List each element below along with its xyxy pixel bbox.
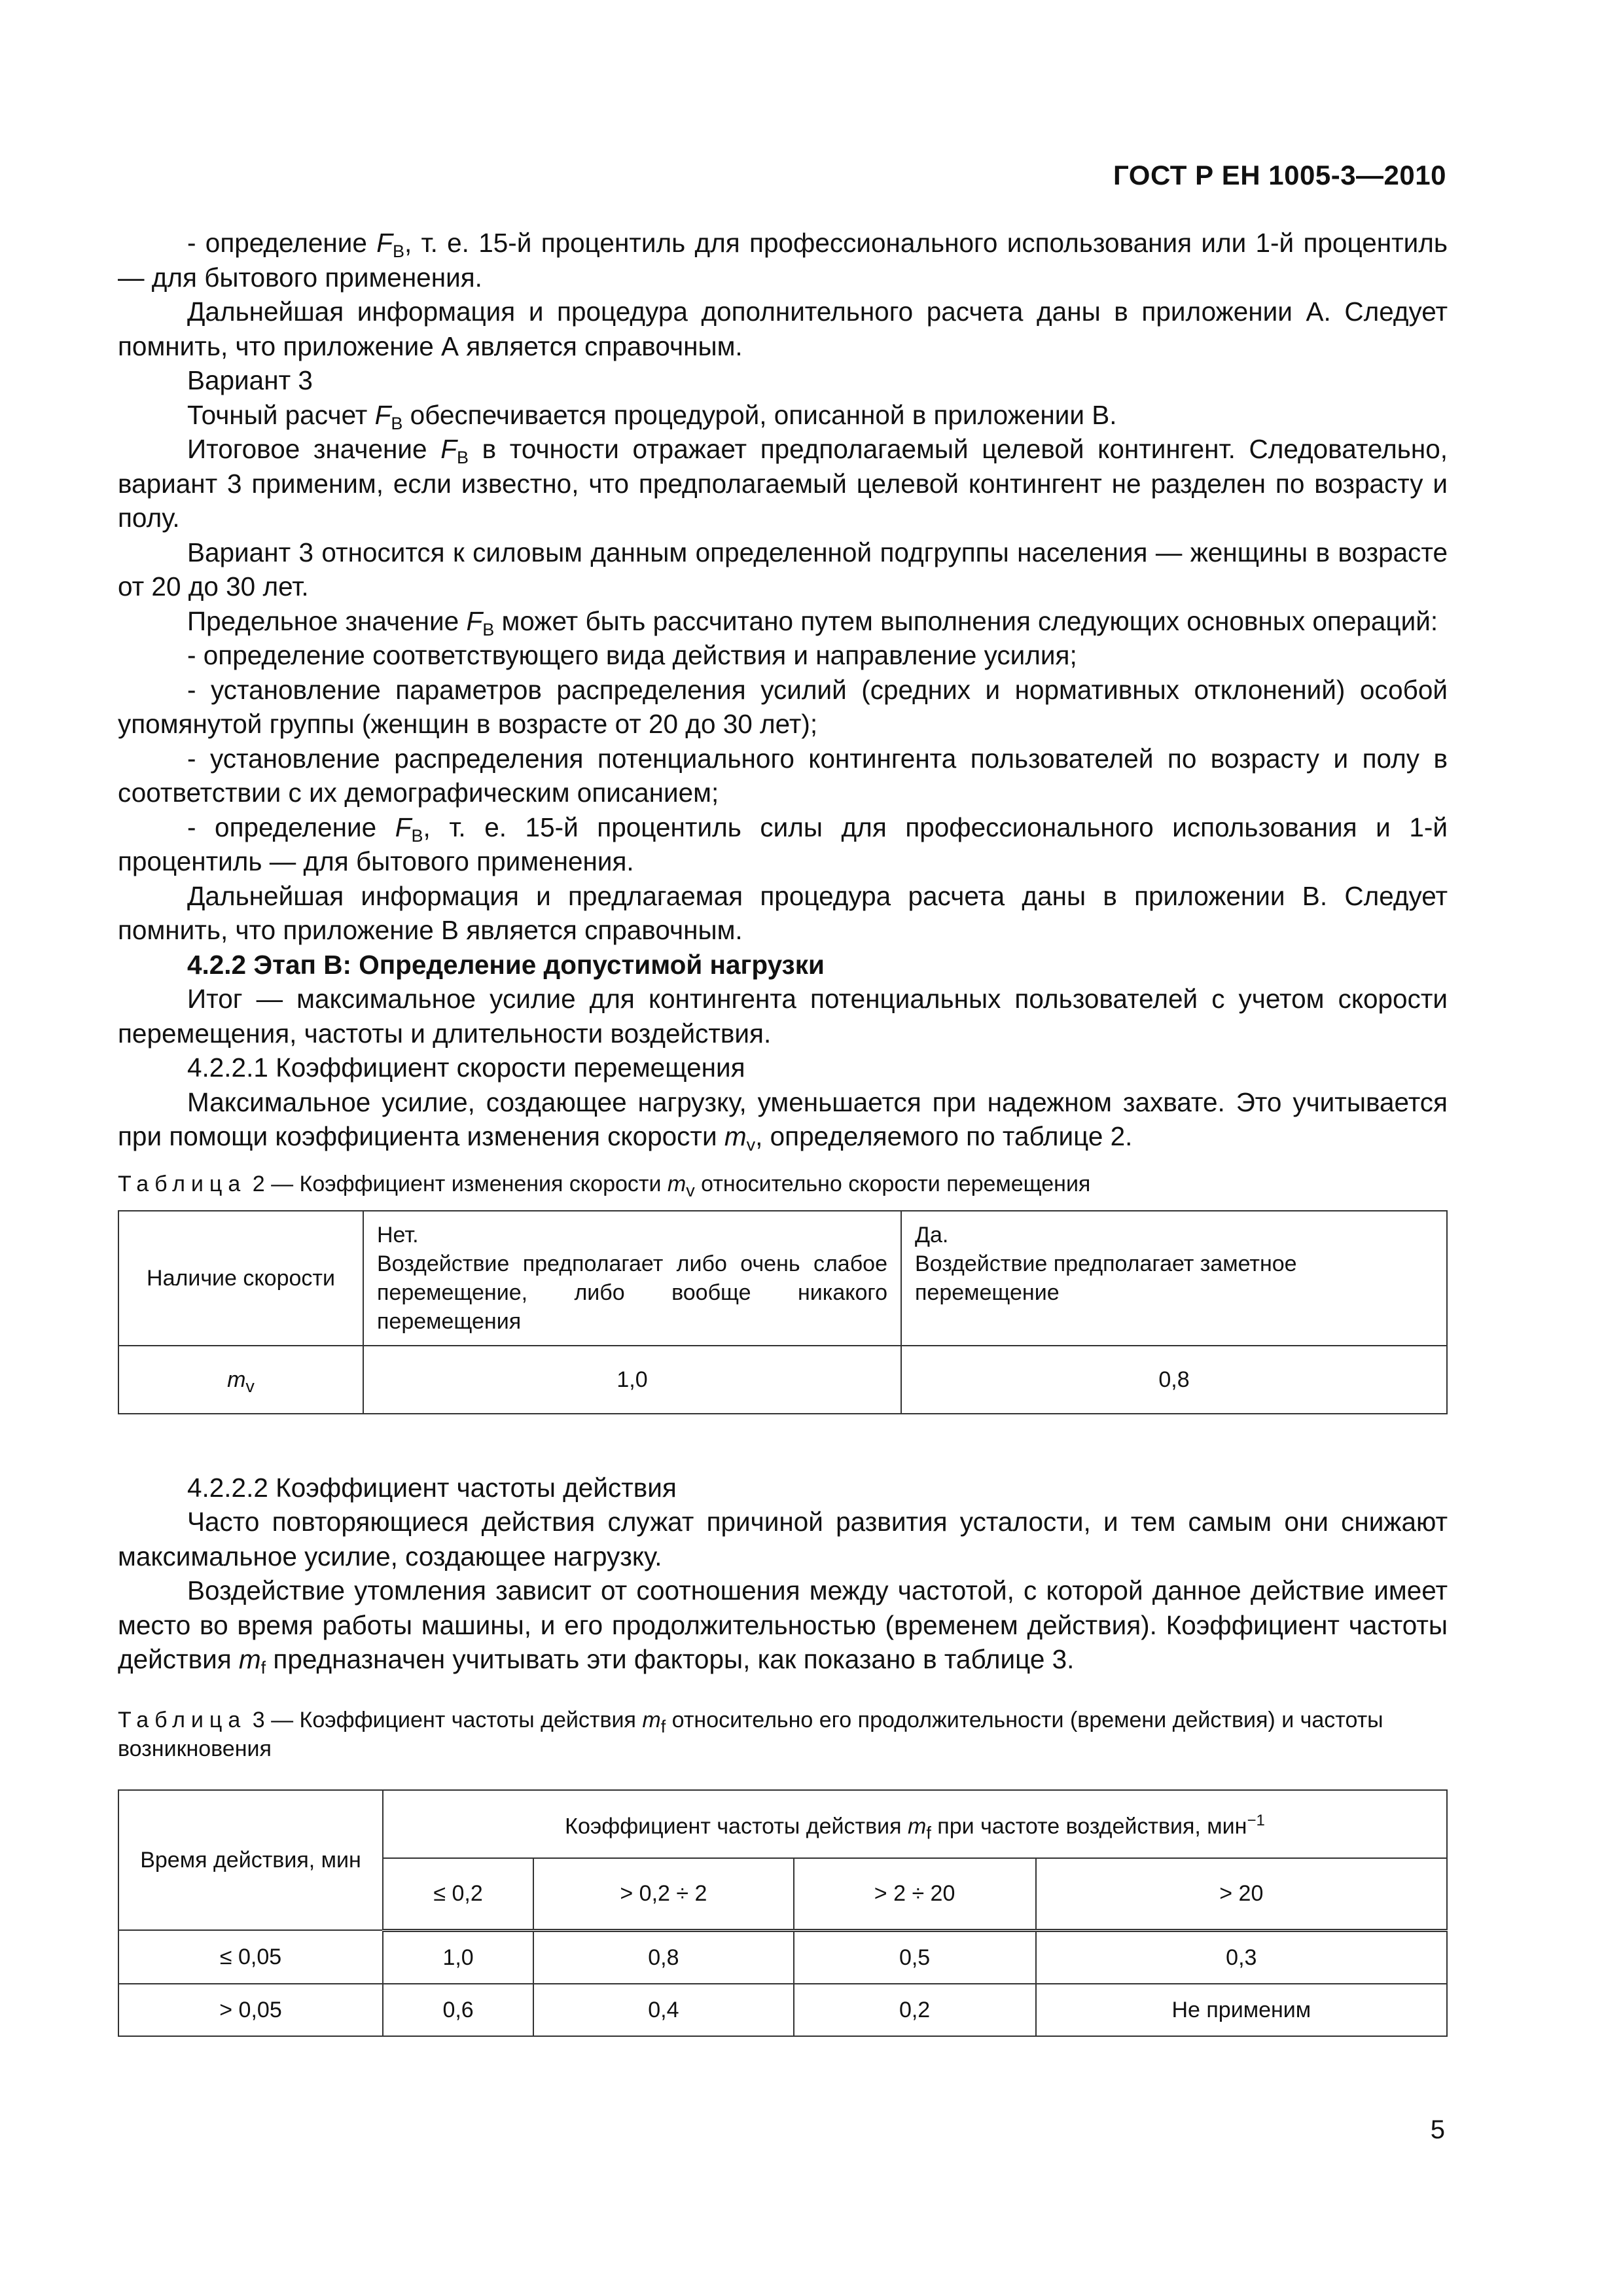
table-header-cell: > 2 ÷ 20 (794, 1858, 1036, 1931)
table-cell: 0,2 (794, 1984, 1036, 2036)
paragraph: Максимальное усилие, создающее нагрузку, уменьшается при надежном захвате. Это учитывается при помощи коэффициента изменения скорости $m_v$, определяемого по таблице 2. (118, 1086, 1448, 1155)
table-cell: Не применим (1036, 1984, 1447, 2036)
paragraph: Дальнейшая информация и процедура дополнительного расчета даны в приложении А. Следует помнить, что приложение А является справочным. (118, 296, 1448, 361)
table-header-cell: Да. Воздействие предполагает заметное перемещение (901, 1211, 1447, 1346)
table-cell: 0,4 (533, 1984, 793, 2036)
paragraph: Предельное значение $F_B$ может быть рассчитано путем выполнения следующих основных операций: (187, 605, 1438, 639)
paragraph: Итоговое значение $F_B$ в точности отражает предполагаемый целевой контингент. Следовательно, вариант 3 применим, если известно, что предполагаемый целевой контингент не разделен по возрасту и полу. (118, 434, 1448, 533)
list-item: - установление параметров распределения усилий (средних и нормативных отклонений) особой упомянутой группы (женщин в возрасте от 20 до 30 лет); (118, 674, 1448, 739)
list-item: - установление распределения потенциального контингента пользователей по возрасту и полу в соответствии с их демографическим описанием; (118, 743, 1448, 808)
table-cell: $m_v$ (118, 1346, 363, 1414)
table-stub-header: Время действия, мин (118, 1790, 383, 1931)
table-row (118, 1984, 1447, 2036)
table-caption: Таблица 2 — Коэффициент изменения скорости $m_v$ относительно скорости перемещения (118, 1171, 1091, 1200)
paragraph: Часто повторяющиеся действия служат причиной развития усталости, и тем самым они снижают максимальное усилие, создающее нагрузку. (118, 1507, 1448, 1571)
speed-coefficient-table (118, 1210, 1448, 1414)
table-row (118, 1211, 1447, 1346)
table-row (118, 1346, 1447, 1414)
paragraph: Вариант 3 относится к силовым данным определенной подгруппы населения — женщины в возрасте от 20 до 30 лет. (118, 537, 1448, 601)
table-stub-header: Наличие скорости (118, 1211, 363, 1346)
subsection-heading: 4.2.2.1 Коэффициент скорости перемещения (187, 1052, 745, 1083)
table-cell: ≤ 0,05 (118, 1930, 383, 1984)
paragraph: Дальнейшая информация и предлагаемая процедура расчета даны в приложении В. Следует помнить, что приложение В является справочным. (118, 880, 1448, 945)
table-cell: 0,6 (383, 1984, 533, 2036)
table-header-cell: > 0,2 ÷ 2 (533, 1858, 793, 1931)
table-row (118, 1930, 1447, 1984)
page-number: 5 (1430, 2115, 1445, 2144)
subsection-heading: 4.2.2.2 Коэффициент частоты действия (187, 1472, 677, 1503)
list-item: - определение $F_B$, т. е. 15-й процентиль силы для профессионального использования и 1-й процентиль — для бытового применения. (118, 812, 1448, 876)
table-row (118, 1790, 1447, 1858)
table-header-cell: ≤ 0,2 (383, 1858, 533, 1931)
table-cell: 0,3 (1036, 1930, 1447, 1984)
table-group-header: Коэффициент частоты действия $m_f$ при частоте воздействия, мин$^{-1}$ (383, 1790, 1447, 1858)
table-caption: Таблица 3 — Коэффициент частоты действия $m_f$ относительно его продолжительности (времени действия) и частоты возникновения (118, 1707, 1383, 1761)
table-cell: 1,0 (383, 1930, 533, 1984)
paragraph: - определение $F_B$, т. е. 15-й процентиль для профессионального использования или 1-й процентиль — для бытового применения. (118, 228, 1448, 293)
table-cell: 0,8 (533, 1930, 793, 1984)
section-heading: 4.2.2 Этап В: Определение допустимой нагрузки (187, 949, 825, 980)
list-item: - определение соответствующего вида действия и направление усилия; (187, 640, 1077, 670)
paragraph: Воздействие утомления зависит от соотношения между частотой, с которой данное действие имеет место во время работы машины, и его продолжительностью (временем действия). Коэффициент частоты действия $m_f$ предназначен учитывать эти факторы, как показано в таблице 3. (118, 1575, 1448, 1677)
paragraph: Точный расчет $F_B$ обеспечивается процедурой, описанной в приложении В. (187, 399, 1117, 433)
table-cell: 0,5 (794, 1930, 1036, 1984)
table-header-cell: > 20 (1036, 1858, 1447, 1931)
table-cell: > 0,05 (118, 1984, 383, 2036)
table-cell: 1,0 (363, 1346, 901, 1414)
document-id: ГОСТ Р ЕН 1005-3—2010 (1113, 160, 1446, 190)
paragraph: Итог — максимальное усилие для контингента потенциальных пользователей с учетом скорости перемещения, частоты и длительности воздействия. (118, 984, 1448, 1049)
page-body (118, 226, 1448, 2037)
paragraph: Вариант 3 (187, 365, 313, 395)
table-header-cell: Нет. Воздействие предполагает либо очень слабое перемещение, либо вообще никакого перемещения (363, 1211, 901, 1346)
table-cell: 0,8 (901, 1346, 1447, 1414)
frequency-coefficient-table (118, 1789, 1448, 2037)
